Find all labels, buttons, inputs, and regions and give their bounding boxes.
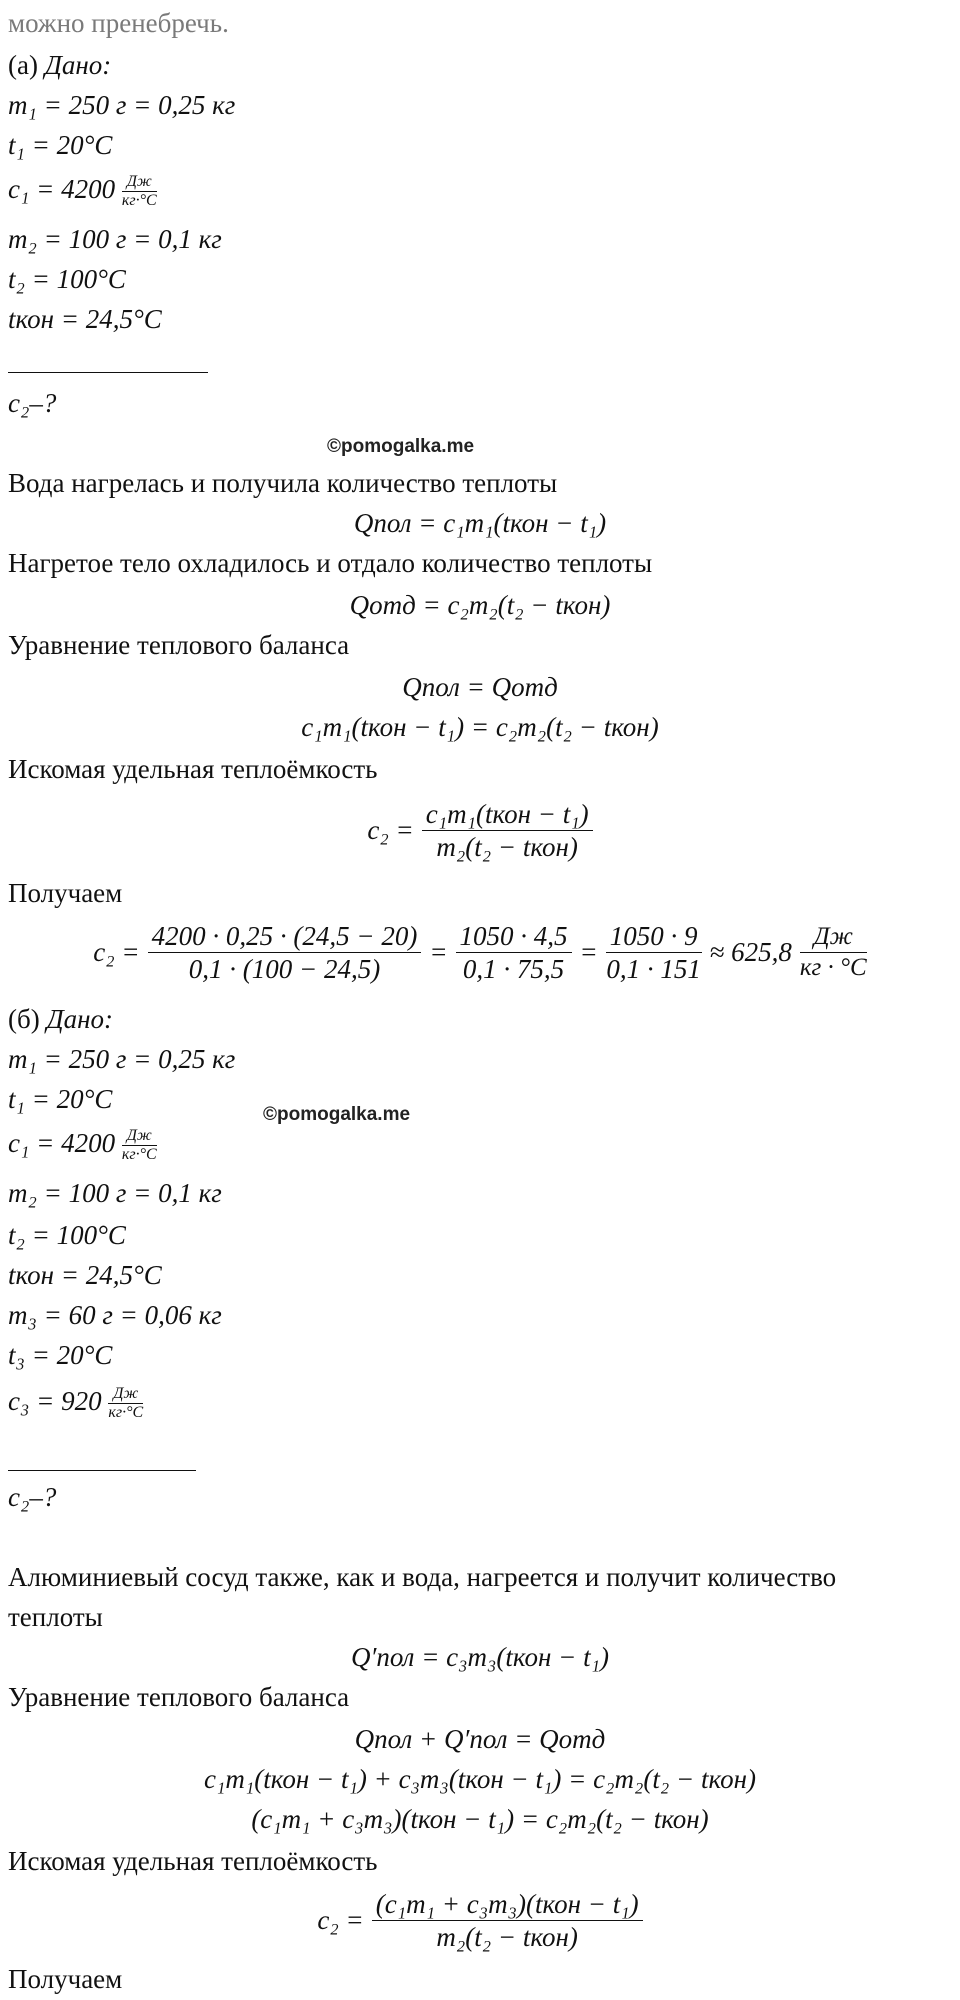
formula-q-pol: Qпол = c₁m₁(tкон − t₁) bbox=[353, 508, 607, 538]
given-b-c1 bbox=[8, 1126, 157, 1164]
given-a-t1: t₁ = 20°C bbox=[8, 130, 113, 160]
given-a-t2: t₂ = 100°C bbox=[8, 264, 126, 294]
unit-num: Дж bbox=[122, 173, 157, 192]
formula-c2-general-b bbox=[0, 1882, 960, 1958]
formula-balance-b: Qпол + Q′пол = Qотд bbox=[354, 1724, 606, 1754]
intro-line: можно пренебречь. bbox=[8, 8, 229, 38]
text-b-1a: Алюминиевый сосуд также, как и вода, нагреется и получит количество bbox=[8, 1562, 837, 1592]
formula-balance-b-expanded: c₁m₁(tкон − t₁) + c₃m₃(tкон − t₁) = c₂m₂(t₂ − tкон) bbox=[204, 1764, 756, 1794]
watermark-a: ©pomogalka.me bbox=[327, 436, 475, 457]
given-b-t2: t₂ = 100°C bbox=[8, 1220, 126, 1250]
given-a-c1-text: c₁ = 4200 bbox=[8, 174, 116, 204]
given-a-m2: m₂ = 100 г = 0,1 кг bbox=[8, 224, 222, 254]
calc-result: ≈ 625,8 bbox=[709, 936, 792, 967]
calc-unit-num: Дж bbox=[800, 922, 867, 953]
part-b-label: (б) bbox=[8, 1004, 40, 1034]
calc-den-3: 0,1 · 151 bbox=[606, 953, 701, 984]
formula-lhs: c₂ = bbox=[317, 1904, 364, 1935]
given-b-c1-text: c₁ = 4200 bbox=[8, 1128, 116, 1158]
given-b-m2: m₂ = 100 г = 0,1 кг bbox=[8, 1178, 222, 1208]
unit-fraction bbox=[122, 173, 157, 210]
given-b-m1: m₁ = 250 г = 0,25 кг bbox=[8, 1044, 236, 1074]
calc-lhs: c₂ = bbox=[93, 936, 140, 967]
formula-denominator: m₂(t₂ − tкон) bbox=[436, 1921, 578, 1952]
text-b-2: Уравнение теплового баланса bbox=[8, 1682, 350, 1712]
formula-lhs: c₂ = bbox=[367, 814, 414, 845]
given-divider-a bbox=[8, 372, 208, 373]
text-b-4: Получаем bbox=[8, 1964, 123, 1994]
calc-unit-den: кг · °C bbox=[799, 953, 867, 981]
calc-den-1: 0,1 · (100 − 24,5) bbox=[188, 953, 381, 984]
unit-den: кг·°C bbox=[108, 1404, 144, 1422]
unit-num: Дж bbox=[122, 1127, 157, 1146]
part-a-label: (а) bbox=[8, 50, 38, 80]
text-b-1b: теплоты bbox=[8, 1602, 103, 1632]
text-b-3: Искомая удельная теплоёмкость bbox=[8, 1846, 378, 1876]
text-a-3: Уравнение теплового баланса bbox=[8, 630, 350, 660]
watermark-b: ©pomogalka.me bbox=[263, 1104, 411, 1125]
formula-calculation bbox=[20, 914, 940, 990]
calc-num-2: 1050 · 4,5 bbox=[456, 920, 572, 953]
formula-q-pol-prime: Q′пол = c₃m₃(tкон − t₁) bbox=[350, 1642, 610, 1672]
given-b-c3-text: c₃ = 920 bbox=[8, 1386, 102, 1416]
calc-num-3: 1050 · 9 bbox=[606, 920, 702, 953]
formula-numerator: (c₁m₁ + c₃m₃)(tкон − t₁) bbox=[372, 1888, 643, 1921]
text-a-2: Нагретое тело охладилось и отдало количество теплоты bbox=[8, 548, 653, 578]
calc-den-2: 0,1 · 75,5 bbox=[462, 953, 565, 984]
given-a-tkon: tкон = 24,5°C bbox=[8, 304, 162, 334]
unit-den: кг·°C bbox=[121, 192, 157, 210]
calc-eq-2: = bbox=[579, 936, 598, 967]
text-a-1: Вода нагрелась и получила количество теплоты bbox=[8, 468, 558, 498]
part-a-given-word: Дано: bbox=[44, 50, 112, 80]
unit-num: Дж bbox=[108, 1385, 143, 1404]
formula-balance-b-grouped: (c₁m₁ + c₃m₃)(tкон − t₁) = c₂m₂(t₂ − tкон) bbox=[251, 1804, 709, 1834]
formula-q-otd: Qотд = c₂m₂(t₂ − tкон) bbox=[349, 590, 611, 620]
given-b-tkon: tкон = 24,5°C bbox=[8, 1260, 162, 1290]
text-a-4: Искомая удельная теплоёмкость bbox=[8, 754, 378, 784]
find-b: c₂–? bbox=[8, 1482, 57, 1512]
part-b-heading bbox=[8, 1002, 113, 1036]
formula-fraction bbox=[422, 798, 593, 863]
formula-numerator: c₁m₁(tкон − t₁) bbox=[422, 798, 593, 831]
calc-num-1: 4200 · 0,25 · (24,5 − 20) bbox=[148, 920, 422, 953]
formula-denominator: m₂(t₂ − tкон) bbox=[436, 831, 578, 862]
unit-fraction bbox=[108, 1385, 143, 1422]
given-b-c3 bbox=[8, 1384, 143, 1422]
given-b-t3: t₃ = 20°C bbox=[8, 1340, 113, 1370]
part-a-heading bbox=[8, 48, 111, 82]
formula-balance-expanded: c₁m₁(tкон − t₁) = c₂m₂(t₂ − tкон) bbox=[301, 712, 659, 742]
formula-balance: Qпол = Qотд bbox=[402, 672, 558, 702]
unit-den: кг·°C bbox=[121, 1146, 157, 1164]
given-a-c1 bbox=[8, 172, 157, 210]
calc-unit bbox=[800, 922, 867, 983]
formula-c2-general-a bbox=[0, 792, 960, 868]
formula-fraction bbox=[372, 1888, 643, 1953]
unit-fraction bbox=[122, 1127, 157, 1164]
calc-fraction-3 bbox=[606, 920, 702, 985]
calc-fraction-2 bbox=[456, 920, 572, 985]
find-a: c₂–? bbox=[8, 388, 57, 418]
given-divider-b bbox=[8, 1470, 196, 1471]
given-a-m1: m₁ = 250 г = 0,25 кг bbox=[8, 90, 236, 120]
text-a-5: Получаем bbox=[8, 878, 123, 908]
part-b-given-word: Дано: bbox=[46, 1004, 114, 1034]
given-b-m3: m₃ = 60 г = 0,06 кг bbox=[8, 1300, 222, 1330]
calc-eq-1: = bbox=[429, 936, 448, 967]
calc-fraction-1 bbox=[148, 920, 422, 985]
given-b-t1: t₁ = 20°C bbox=[8, 1084, 113, 1114]
